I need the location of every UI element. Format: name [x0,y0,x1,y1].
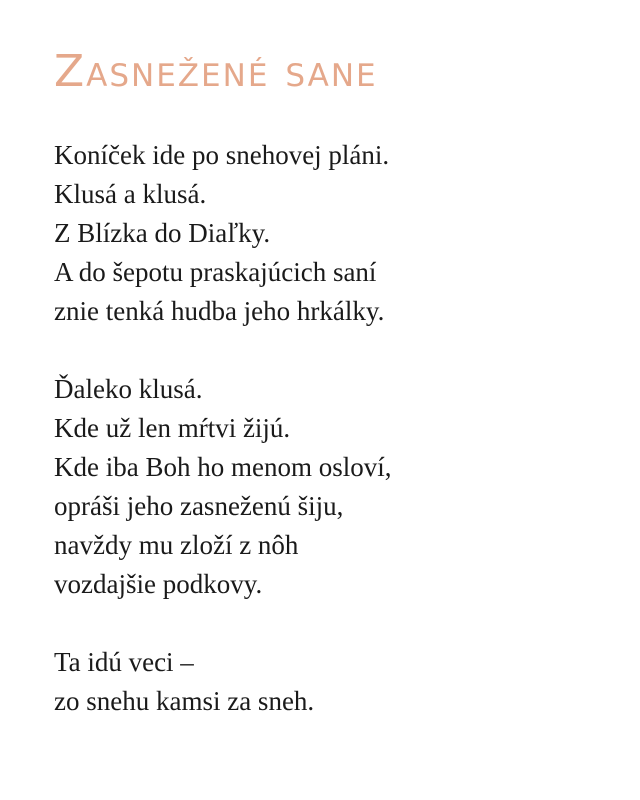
poem-line: A do šepotu praskajúcich saní [54,257,377,287]
poem-line: Klusá a klusá. [54,179,207,209]
stanza-3 [54,643,600,721]
poem-line: znie tenká hudba jeho hrkálky. [54,296,385,326]
poem-line: Kde iba Boh ho menom osloví, [54,452,392,482]
poem-line: Kde už len mŕtvi žijú. [54,413,291,443]
poem-line: navždy mu zloží z nôh [54,530,299,560]
poem-line: Z Blízka do Diaľky. [54,218,271,248]
poem-body [54,136,600,721]
poem-title: Zasnežené sane [54,46,378,97]
poem-line: Koníček ide po snehovej pláni. [54,140,390,170]
poem-line: opráši jeho zasneženú šiju, [54,491,344,521]
stanza-1 [54,136,600,331]
poem-line: Ta idú veci – [54,647,194,677]
poem-line: zo snehu kamsi za sneh. [54,686,315,716]
stanza-2 [54,370,600,604]
poem-line: vozdajšie podkovy. [54,569,263,599]
poem-line: Ďaleko klusá. [54,374,203,404]
